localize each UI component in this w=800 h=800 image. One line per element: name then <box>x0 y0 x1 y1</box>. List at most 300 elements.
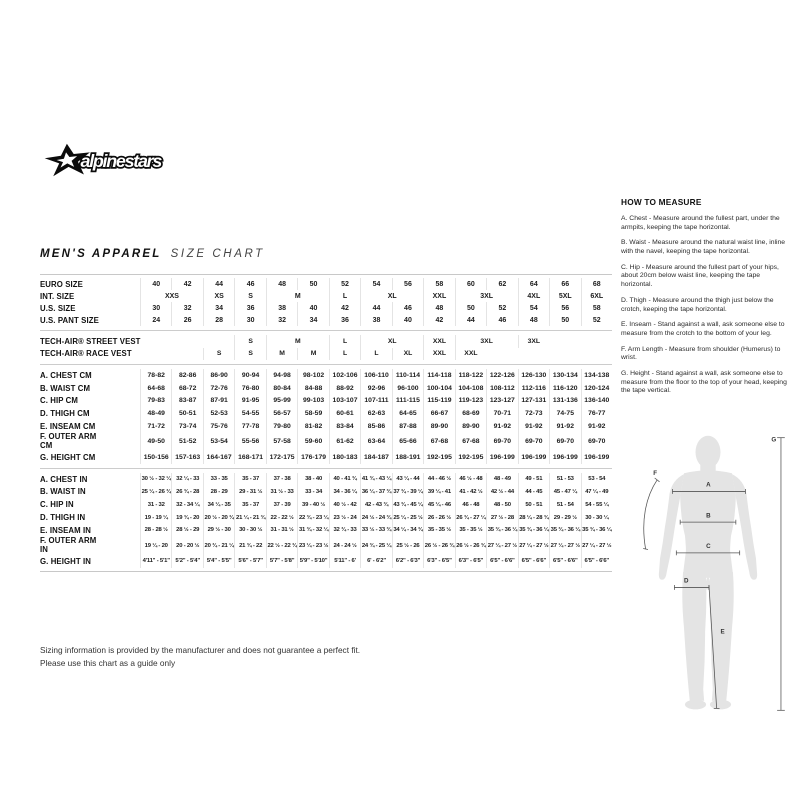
size-cell: 54 <box>518 302 549 314</box>
size-cell: M <box>297 348 328 361</box>
size-cell: 5'2" - 5'4" <box>171 555 202 568</box>
size-cell: 91-92 <box>486 420 517 433</box>
size-cell: 32 <box>171 302 202 314</box>
row-values <box>140 511 612 524</box>
size-cell: 90-94 <box>234 369 265 382</box>
measure-instruction: F. Arm Length - Measure from shoulder (Humerus) to wrist. <box>621 345 781 362</box>
size-cell: 37 ¾ - 39 ¼ <box>392 486 423 499</box>
size-cell: 5XL <box>549 290 580 302</box>
size-cell: 38 - 40 <box>297 473 328 486</box>
size-cell: 29 - 29 ½ <box>549 511 580 524</box>
size-cell: 86-90 <box>203 369 234 382</box>
table-row <box>40 335 612 348</box>
size-cell: 5'4" - 5'5" <box>203 555 234 568</box>
size-cell: 35 ¾ - 36 ¼ <box>486 524 517 537</box>
size-cell: 34 <box>297 314 328 326</box>
size-cell: 5'6" - 5'7" <box>234 555 265 568</box>
size-cell: M <box>266 348 297 361</box>
size-cell: 164-167 <box>203 451 234 464</box>
size-cell: 87-88 <box>392 420 423 433</box>
size-cell: 44 <box>203 278 234 290</box>
size-cell: 50 <box>549 314 580 326</box>
row-label: F. OUTER ARM IN <box>40 535 97 554</box>
row-label: D. THIGH CM <box>40 409 90 419</box>
row-values <box>140 335 612 348</box>
how-to-measure-list <box>621 215 793 396</box>
table-row <box>40 433 612 451</box>
size-cell: 100-104 <box>423 382 454 395</box>
size-cell: 35 - 37 <box>234 473 265 486</box>
size-cell: 58 <box>581 302 612 314</box>
size-cell: 94-98 <box>266 369 297 382</box>
size-cell: 44 - 46 ½ <box>423 473 454 486</box>
size-cell: 168-171 <box>234 451 265 464</box>
size-cell: 26 ½ - 26 ¾ <box>455 537 486 555</box>
size-cell: 131-136 <box>549 395 580 408</box>
size-cell: XS <box>203 290 234 302</box>
figure-label-height: G <box>771 436 777 444</box>
size-cell: 59-60 <box>297 433 328 451</box>
table-row <box>40 302 612 314</box>
size-cell: 58-59 <box>297 407 328 420</box>
row-values <box>140 382 612 395</box>
size-cell: 89-90 <box>455 420 486 433</box>
size-cell: 83-84 <box>329 420 360 433</box>
size-cell: 30 <box>140 302 171 314</box>
size-cell: 76-77 <box>581 407 612 420</box>
size-cell: 48 <box>423 302 454 314</box>
size-cell: 6'2" - 6'3" <box>392 555 423 568</box>
size-cell: 21 ¾ - 22 <box>234 537 265 555</box>
size-cell: 60-61 <box>329 407 360 420</box>
size-cell: 82-86 <box>171 369 202 382</box>
size-cell: 46 <box>392 302 423 314</box>
alpinestars-wordmark: alpinestars <box>80 150 162 171</box>
measure-instruction: B. Waist - Measure around the natural waist line, inline with the navel, keeping the tape horizontal. <box>621 239 786 256</box>
row-values <box>140 314 612 326</box>
size-cell: 36 <box>234 302 265 314</box>
size-cell: 52 <box>329 278 360 290</box>
size-cell: 123-127 <box>486 395 517 408</box>
row-label: C. HIP CM <box>40 396 79 406</box>
row-values <box>140 537 612 555</box>
size-cell: 24 <box>140 314 171 326</box>
size-cell: 46 - 48 <box>455 498 486 511</box>
size-cell: 76-80 <box>234 382 265 395</box>
size-table <box>40 274 612 572</box>
size-cell: 3XL <box>455 335 518 348</box>
size-cell: 45 ¼ - 46 <box>423 498 454 511</box>
row-label: A. CHEST IN <box>40 474 88 484</box>
size-cell: 53-54 <box>203 433 234 451</box>
size-cell: 104-108 <box>455 382 486 395</box>
size-cell: 126-130 <box>518 369 549 382</box>
size-cell: 73-74 <box>171 420 202 433</box>
size-cell <box>486 348 517 361</box>
figure-label-thigh: D <box>684 577 689 585</box>
size-cell: 46 <box>486 314 517 326</box>
size-cell: 39 - 40 ½ <box>297 498 328 511</box>
size-cell: 28 ¼ - 28 ¾ <box>518 511 549 524</box>
size-cell: 24 ¾ - 25 ¼ <box>360 537 391 555</box>
row-label: B. WAIST IN <box>40 487 86 497</box>
row-values <box>140 369 612 382</box>
size-cell: 34 ¼ - 35 <box>203 498 234 511</box>
footer-note <box>40 644 360 670</box>
size-cell: 22 - 22 ½ <box>266 511 297 524</box>
table-row <box>40 498 612 511</box>
size-cell: 87-91 <box>203 395 234 408</box>
size-cell: 53 - 54 <box>581 473 612 486</box>
row-label: U.S. SIZE <box>40 303 76 313</box>
size-cell: 50 <box>297 278 328 290</box>
size-cell: 23 ½ - 24 <box>329 511 360 524</box>
size-cell: 80-84 <box>266 382 297 395</box>
size-cell: 65-66 <box>392 433 423 451</box>
size-cell: 50 - 51 <box>518 498 549 511</box>
size-cell: 69-70 <box>581 433 612 451</box>
size-cell: 40 ½ - 42 <box>329 498 360 511</box>
row-values <box>140 407 612 420</box>
size-cell: 22 ¾ - 23 ¼ <box>297 511 328 524</box>
size-cell: 98-102 <box>297 369 328 382</box>
size-cell <box>203 335 234 348</box>
size-cell: 38 <box>266 302 297 314</box>
size-cell: 20 - 20 ½ <box>171 537 202 555</box>
title-main: MEN'S APPAREL <box>40 248 162 260</box>
row-values <box>140 486 612 499</box>
size-cell: 61-62 <box>329 433 360 451</box>
size-cell: 108-112 <box>486 382 517 395</box>
size-cell: 67-68 <box>423 433 454 451</box>
size-cell: 33 - 35 <box>203 473 234 486</box>
row-label: B. WAIST CM <box>40 383 91 393</box>
row-values <box>140 555 612 568</box>
size-cell: 119-123 <box>455 395 486 408</box>
size-cell: 35 - 37 <box>234 498 265 511</box>
size-cell: 69-70 <box>518 433 549 451</box>
row-label: G. HEIGHT IN <box>40 556 92 566</box>
row-label: INT. SIZE <box>40 291 75 301</box>
size-cell: 196-199 <box>518 451 549 464</box>
size-cell: 35 ¾ - 36 ¼ <box>518 524 549 537</box>
row-label: E. INSEAM IN <box>40 525 92 535</box>
size-cell: XXL <box>455 348 486 361</box>
size-cell: 83-87 <box>171 395 202 408</box>
size-cell: 95-99 <box>266 395 297 408</box>
size-cell <box>518 348 549 361</box>
title-sub: SIZE CHART <box>170 248 265 260</box>
size-cell: 42 <box>171 278 202 290</box>
size-cell: 41 - 42 ½ <box>455 486 486 499</box>
size-cell: 103-107 <box>329 395 360 408</box>
size-cell: 107-111 <box>360 395 391 408</box>
size-cell: 37 - 38 <box>266 473 297 486</box>
size-cell: 38 <box>360 314 391 326</box>
size-cell: 57-58 <box>266 433 297 451</box>
size-cell: 85-86 <box>360 420 391 433</box>
size-cell: 50-51 <box>171 407 202 420</box>
size-cell: 42 <box>423 314 454 326</box>
size-cell: 176-179 <box>297 451 328 464</box>
size-cell: 49-50 <box>140 433 171 451</box>
size-cell: 40 <box>140 278 171 290</box>
how-to-measure-heading: HOW TO MEASURE <box>621 197 702 207</box>
size-cell: L <box>329 348 360 361</box>
size-cell: 27 ¼ - 27 ½ <box>549 537 580 555</box>
size-cell: 6'5" - 6'6" <box>486 555 517 568</box>
size-cell: 28 - 28 ½ <box>140 524 171 537</box>
size-cell: 20 ¾ - 21 ¼ <box>203 537 234 555</box>
table-row <box>40 314 612 326</box>
figure-label-waist: B <box>706 512 711 520</box>
size-cell: L <box>360 348 391 361</box>
size-cell: 21 ¼ - 21 ¾ <box>234 511 265 524</box>
row-label: G. HEIGHT CM <box>40 452 96 462</box>
table-divider <box>40 330 612 331</box>
size-cell: 30 ½ - 32 ¼ <box>140 473 171 486</box>
size-cell: 54 <box>360 278 391 290</box>
size-cell: 26 - 26 ½ <box>423 511 454 524</box>
row-label: C. HIP IN <box>40 500 74 510</box>
row-label: U.S. PANT SIZE <box>40 315 99 325</box>
row-values <box>140 290 612 302</box>
size-cell: 112-116 <box>518 382 549 395</box>
size-cell: 92-96 <box>360 382 391 395</box>
size-cell: 88-92 <box>329 382 360 395</box>
size-cell: 64-68 <box>140 382 171 395</box>
size-cell: 77-78 <box>234 420 265 433</box>
size-cell: 91-92 <box>549 420 580 433</box>
size-cell: 27 ¼ - 27 ½ <box>518 537 549 555</box>
table-row <box>40 511 612 524</box>
size-cell: 3XL <box>518 335 549 348</box>
size-cell: 36 <box>329 314 360 326</box>
size-cell: 43 ¼ - 44 <box>392 473 423 486</box>
size-cell: 127-131 <box>518 395 549 408</box>
size-cell: 30 - 30 ½ <box>234 524 265 537</box>
alpinestars-logo <box>43 140 188 180</box>
figure-label-hip: C <box>706 543 711 551</box>
size-cell: 60 <box>455 278 486 290</box>
size-cell: 51 - 53 <box>549 473 580 486</box>
size-cell: 196-199 <box>486 451 517 464</box>
size-cell: 52-53 <box>203 407 234 420</box>
row-label: E. INSEAM CM <box>40 422 96 432</box>
table-row <box>40 537 612 555</box>
size-cell: 4XL <box>518 290 549 302</box>
size-cell: 192-195 <box>455 451 486 464</box>
size-cell: 84-88 <box>297 382 328 395</box>
size-cell: 25 ¼ - 25 ½ <box>392 511 423 524</box>
size-cell: 46 <box>234 278 265 290</box>
size-cell <box>581 348 612 361</box>
size-cell: 29 - 31 ½ <box>234 486 265 499</box>
size-cell: 37 - 39 <box>266 498 297 511</box>
size-cell: 72-73 <box>518 407 549 420</box>
size-cell: 30 - 30 ¼ <box>581 511 612 524</box>
size-cell: 31 ¾ - 32 ¼ <box>297 524 328 537</box>
measure-instruction: A. Chest - Measure around the fullest part, under the armpits, keeping the tape horizontal. <box>621 215 780 231</box>
size-cell: 31 - 32 <box>140 498 171 511</box>
size-cell: 35 - 35 ½ <box>423 524 454 537</box>
size-cell: 116-120 <box>549 382 580 395</box>
size-cell: 26 <box>171 314 202 326</box>
size-cell: 42 <box>329 302 360 314</box>
size-cell: 122-126 <box>486 369 517 382</box>
size-cell: 6'5" - 6'6" <box>581 555 612 568</box>
size-cell: 4'11" - 5'1" <box>140 555 171 568</box>
size-cell: 115-119 <box>423 395 454 408</box>
row-values <box>140 395 612 408</box>
size-cell: 192-195 <box>423 451 454 464</box>
size-cell: 40 - 41 ¾ <box>329 473 360 486</box>
size-cell: 134-138 <box>581 369 612 382</box>
size-cell: 120-124 <box>581 382 612 395</box>
size-cell: 44 - 45 <box>518 486 549 499</box>
size-cell: 28 - 29 <box>203 486 234 499</box>
size-cell: M <box>266 290 329 302</box>
size-cell: 184-187 <box>360 451 391 464</box>
table-divider <box>40 468 612 469</box>
row-label: D. THIGH IN <box>40 513 86 523</box>
size-cell: 30 <box>234 314 265 326</box>
size-cell: 54 - 55 ¼ <box>581 498 612 511</box>
size-cell: 91-92 <box>518 420 549 433</box>
table-row <box>40 420 612 433</box>
size-cell: 91-92 <box>581 420 612 433</box>
table-row <box>40 407 612 420</box>
size-cell: 23 ¼ - 23 ½ <box>297 537 328 555</box>
size-cell <box>140 335 203 348</box>
table-row <box>40 473 612 486</box>
size-cell: S <box>234 348 265 361</box>
table-row <box>40 382 612 395</box>
row-label: A. CHEST CM <box>40 370 92 380</box>
size-cell: M <box>266 335 329 348</box>
size-cell: 62-63 <box>360 407 391 420</box>
size-cell: 111-115 <box>392 395 423 408</box>
size-cell: 48 - 49 <box>486 473 517 486</box>
size-cell: L <box>329 335 360 348</box>
measure-instruction: C. Hip - Measure around the fullest part of your hips, about 20cm below waist line, keeping the tape horizontal. <box>621 263 779 289</box>
body-silhouette <box>659 436 757 710</box>
measure-instruction: E. Inseam - Stand against a wall, ask someone else to measure from the crotch to the bottom of your leg. <box>621 321 785 337</box>
body-measurement-figure <box>623 430 793 718</box>
size-cell <box>140 348 171 361</box>
page-title <box>40 248 265 260</box>
size-cell: 31 ½ - 33 <box>266 486 297 499</box>
size-cell: 196-199 <box>549 451 580 464</box>
size-cell: 66 <box>549 278 580 290</box>
table-row <box>40 486 612 499</box>
size-cell: 68-72 <box>171 382 202 395</box>
size-cell: 54-55 <box>234 407 265 420</box>
size-cell: 50 <box>455 302 486 314</box>
size-cell: 29 ½ - 30 <box>203 524 234 537</box>
size-cell: 6'5" - 6'6" <box>549 555 580 568</box>
size-cell: 68 <box>581 278 612 290</box>
size-cell: 40 <box>392 314 423 326</box>
row-values <box>140 451 612 464</box>
size-cell: 35 - 35 ½ <box>455 524 486 537</box>
size-cell: 35 ¾ - 36 ¼ <box>581 524 612 537</box>
size-cell: 79-80 <box>266 420 297 433</box>
size-cell: XL <box>392 348 423 361</box>
size-cell: 25 ¼ - 26 ¾ <box>140 486 171 499</box>
size-cell: S <box>234 335 265 348</box>
size-cell: 188-191 <box>392 451 423 464</box>
size-cell: 69-70 <box>549 433 580 451</box>
row-values <box>140 348 612 361</box>
footer-line-1: Sizing information is provided by the manufacturer and does not guarantee a perfect fit. <box>40 645 361 655</box>
size-cell: 5'11" - 6' <box>329 555 360 568</box>
size-cell: 39 ¼ - 41 <box>423 486 454 499</box>
size-cell: 91-95 <box>234 395 265 408</box>
size-cell: 44 <box>360 302 391 314</box>
size-cell: 74-75 <box>549 407 580 420</box>
size-cell: 6'5" - 6'6" <box>518 555 549 568</box>
size-cell: 6' - 6'2" <box>360 555 391 568</box>
size-cell: 114-118 <box>423 369 454 382</box>
size-cell: L <box>329 290 360 302</box>
size-cell: 32 ¾ - 33 <box>329 524 360 537</box>
row-values <box>140 278 612 290</box>
size-cell <box>549 348 580 361</box>
size-cell: 27 ½ - 28 <box>486 511 517 524</box>
size-cell: 27 ¼ - 27 ½ <box>581 537 612 555</box>
size-cell: 51 - 54 <box>549 498 580 511</box>
row-label: EURO SIZE <box>40 279 83 289</box>
size-cell: 180-183 <box>329 451 360 464</box>
size-cell: 157-163 <box>171 451 202 464</box>
size-cell: 24 - 24 ½ <box>329 537 360 555</box>
size-cell: 64 <box>518 278 549 290</box>
size-cell: 172-175 <box>266 451 297 464</box>
size-cell: 56 <box>392 278 423 290</box>
size-cell: 5'9" - 5'10" <box>297 555 328 568</box>
table-row <box>40 278 612 290</box>
size-cell: 196-199 <box>581 451 612 464</box>
size-cell: 31 - 31 ½ <box>266 524 297 537</box>
size-cell: 69-70 <box>486 433 517 451</box>
size-cell: 32 <box>266 314 297 326</box>
figure-label-arm: F <box>653 470 658 478</box>
footer-line-2: Please use this chart as a guide only <box>40 657 176 668</box>
size-cell: 55-56 <box>234 433 265 451</box>
size-cell: 28 ½ - 29 <box>171 524 202 537</box>
how-to-measure-panel <box>621 197 793 403</box>
table-row <box>40 290 612 302</box>
size-cell: 79-83 <box>140 395 171 408</box>
size-cell: 19 ¾ - 20 <box>171 511 202 524</box>
size-cell: 6'3" - 6'5" <box>423 555 454 568</box>
size-cell: XL <box>360 335 423 348</box>
size-cell: 58 <box>423 278 454 290</box>
size-cell: 89-90 <box>423 420 454 433</box>
size-cell: 52 <box>581 314 612 326</box>
size-cell: 47 ¼ - 49 <box>581 486 612 499</box>
size-cell: 72-76 <box>203 382 234 395</box>
size-cell: 32 ¼ - 33 <box>171 473 202 486</box>
size-cell: 5'7" - 5'8" <box>266 555 297 568</box>
figure-label-chest: A <box>706 481 711 489</box>
size-cell: 42 - 43 ¾ <box>360 498 391 511</box>
size-cell: 81-82 <box>297 420 328 433</box>
size-cell: 27 ¼ - 27 ½ <box>486 537 517 555</box>
size-cell: 48 <box>518 314 549 326</box>
size-cell: 70-71 <box>486 407 517 420</box>
